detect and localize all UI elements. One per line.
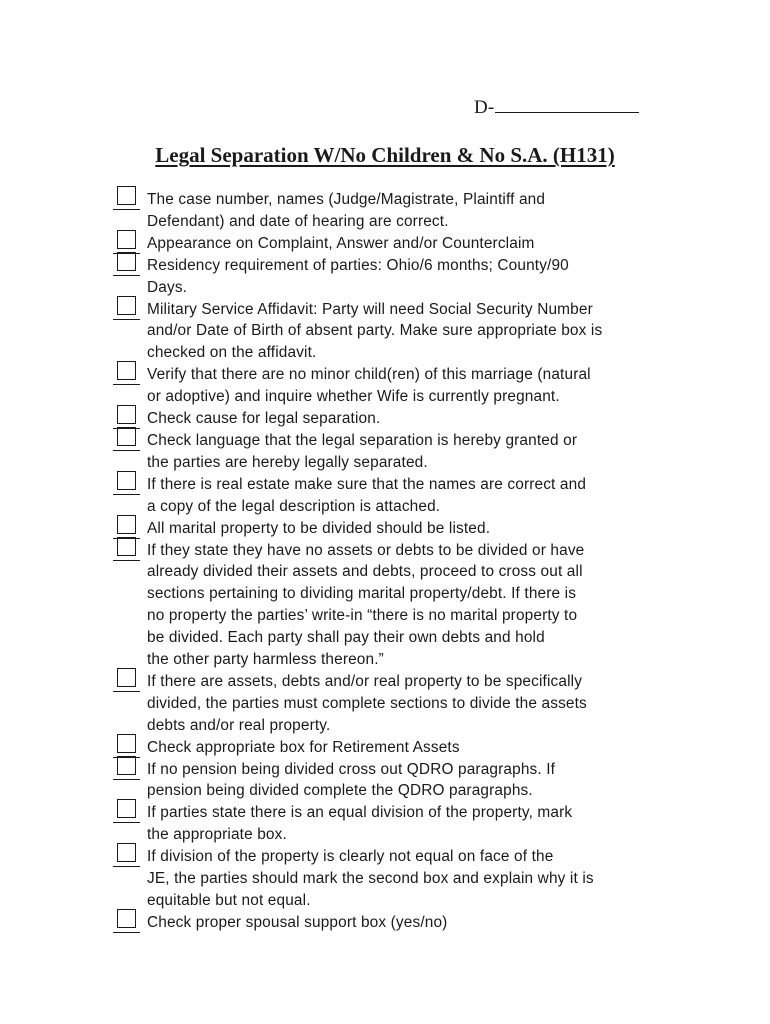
checklist-item bbox=[0, 255, 770, 299]
checklist bbox=[0, 189, 770, 934]
checklist-item-text: a copy of the legal description is attached. bbox=[147, 497, 441, 515]
checklist-item-text: the other party harmless thereon.” bbox=[147, 651, 384, 669]
checkbox[interactable] bbox=[113, 230, 140, 254]
checklist-item bbox=[0, 540, 770, 671]
checklist-item-text: pension being divided complete the QDRO paragraphs. bbox=[147, 782, 533, 800]
checklist-item-text: checked on the affidavit. bbox=[147, 344, 317, 362]
checklist-item bbox=[0, 189, 770, 233]
checklist-item-text: no property the parties’ write-in “there is no marital property to bbox=[147, 607, 578, 625]
checklist-item-text: and/or Date of Birth of absent party. Make sure appropriate box is bbox=[147, 322, 603, 340]
checkbox[interactable] bbox=[113, 756, 140, 780]
checklist-item bbox=[0, 759, 770, 803]
checkbox[interactable] bbox=[113, 799, 140, 823]
checklist-item-text: Days. bbox=[147, 278, 188, 296]
checklist-item bbox=[0, 846, 770, 912]
checklist-item bbox=[0, 430, 770, 474]
checkbox[interactable] bbox=[113, 427, 140, 451]
checklist-item-text: equitable but not equal. bbox=[147, 892, 311, 909]
checkbox[interactable] bbox=[113, 515, 140, 539]
checklist-item-text: divided, the parties must complete sections to divide the assets bbox=[147, 694, 587, 712]
checkbox[interactable] bbox=[113, 405, 140, 429]
checkbox[interactable] bbox=[113, 252, 140, 276]
checklist-item-text: The case number, names (Judge/Magistrate, Plaintiff and bbox=[147, 191, 546, 208]
checkbox[interactable] bbox=[113, 471, 140, 495]
checklist-item-text: the appropriate box. bbox=[147, 826, 287, 844]
checklist-item bbox=[0, 671, 770, 737]
checklist-item-text: Defendant) and date of hearing are correct. bbox=[147, 212, 449, 230]
checklist-item-text: be divided. Each party shall pay their own debts and hold bbox=[147, 629, 545, 647]
case-number-field bbox=[474, 95, 639, 119]
checklist-item-text: Military Service Affidavit: Party will need Social Security Number bbox=[147, 300, 593, 318]
checklist-item-text: JE, the parties should mark the second box and explain why it is bbox=[147, 870, 594, 888]
checklist-item-text: or adoptive) and inquire whether Wife is currently pregnant. bbox=[147, 388, 560, 406]
checklist-item-text: Appearance on Complaint, Answer and/or Counterclaim bbox=[147, 234, 535, 252]
checklist-item bbox=[0, 912, 770, 934]
checklist-item-text: If there are assets, debts and/or real property to be specifically bbox=[147, 672, 583, 690]
checklist-item-text: If they state they have no assets or debts to be divided or have bbox=[147, 541, 585, 559]
checklist-item-text: Check appropriate box for Retirement Assets bbox=[147, 738, 460, 756]
checkbox[interactable] bbox=[113, 361, 140, 385]
checklist-item-text: already divided their assets and debts, proceed to cross out all bbox=[147, 563, 583, 581]
checklist-item-text: the parties are hereby legally separated. bbox=[147, 453, 428, 471]
checkbox[interactable] bbox=[113, 186, 140, 210]
checklist-item-text: If no pension being divided cross out QDRO paragraphs. If bbox=[147, 760, 556, 778]
checklist-item-text: Check language that the legal separation is hereby granted or bbox=[147, 431, 578, 449]
checklist-item-text: Verify that there are no minor child(ren) of this marriage (natural bbox=[147, 366, 591, 384]
checkbox[interactable] bbox=[113, 537, 140, 561]
checklist-item-text: sections pertaining to dividing marital property/debt. If there is bbox=[147, 585, 577, 603]
checklist-item bbox=[0, 299, 770, 365]
checklist-item-text: If there is real estate make sure that the names are correct and bbox=[147, 475, 587, 493]
checklist-item-text: All marital property to be divided should be listed. bbox=[147, 519, 491, 537]
checklist-item-text: debts and/or real property. bbox=[147, 716, 331, 734]
case-number-blank-line[interactable] bbox=[495, 95, 639, 113]
checkbox[interactable] bbox=[113, 843, 140, 867]
checklist-item-text: If parties state there is an equal division of the property, mark bbox=[147, 804, 573, 822]
checklist-item-text: Check proper spousal support box (yes/no) bbox=[147, 913, 448, 931]
checkbox[interactable] bbox=[113, 668, 140, 692]
checklist-item bbox=[0, 364, 770, 408]
checklist-item bbox=[0, 474, 770, 518]
document-title: Legal Separation W/No Children & No S.A. (H131) bbox=[155, 143, 615, 167]
checklist-item-text: If division of the property is clearly not equal on face of the bbox=[147, 848, 554, 866]
case-number-prefix: D- bbox=[474, 97, 495, 118]
checkbox[interactable] bbox=[113, 296, 140, 320]
checkbox[interactable] bbox=[113, 734, 140, 758]
checklist-item-text: Residency requirement of parties: Ohio/6 months; County/90 bbox=[147, 256, 569, 274]
checklist-item-text: Check cause for legal separation. bbox=[147, 410, 381, 428]
checkbox[interactable] bbox=[113, 909, 140, 933]
checklist-item bbox=[0, 802, 770, 846]
